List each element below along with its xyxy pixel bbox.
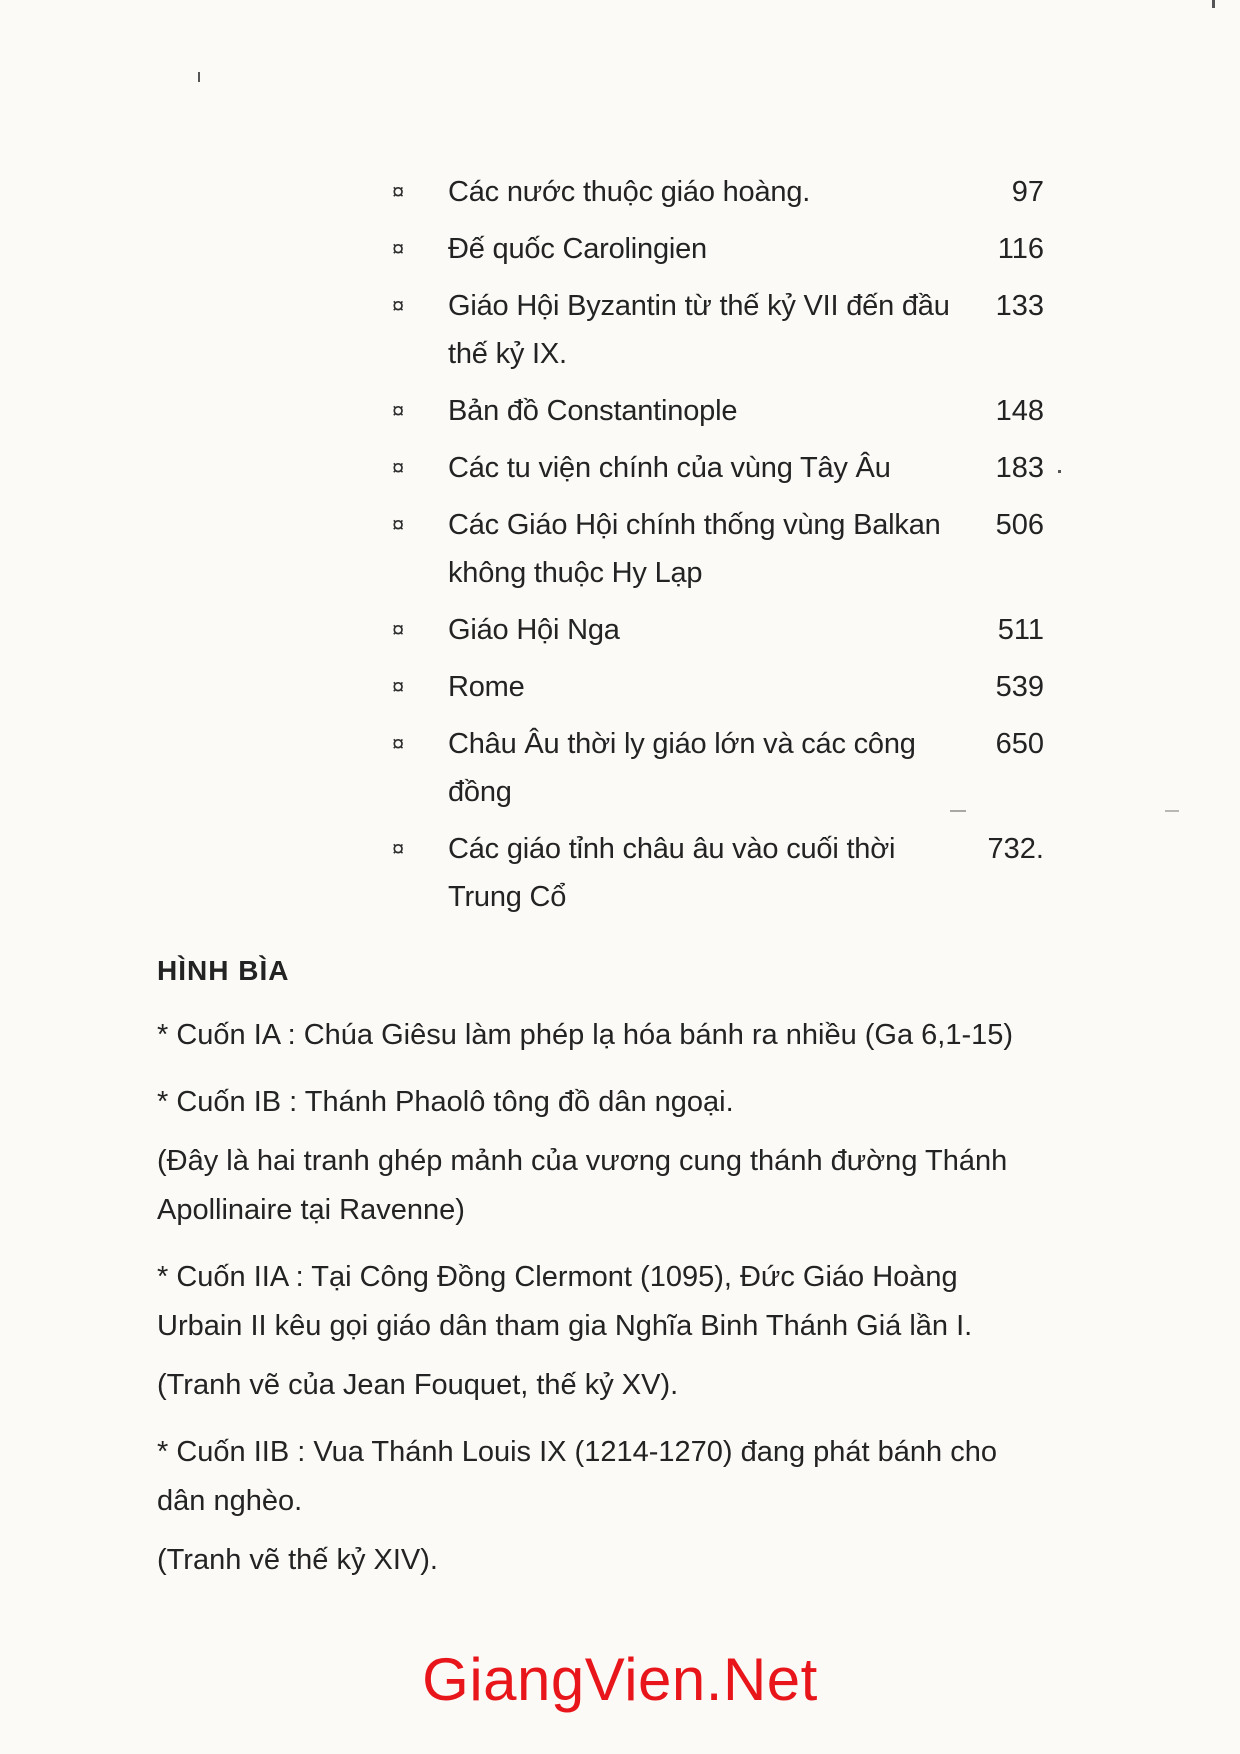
toc-item-page: 732. (987, 833, 1044, 865)
cover-note: (Tranh vẽ của Jean Fouquet, thế kỷ XV). (157, 1369, 679, 1401)
toc-item (392, 663, 1044, 711)
toc-item-page: 133 (995, 290, 1044, 322)
toc-item (392, 225, 1044, 273)
cover-note: (Đây là hai tranh ghép mảnh của vương cung thánh đường Thánh Apollinaire tại Ravenne) (157, 1145, 1008, 1226)
toc-item-title: Các tu viện chính của vùng Tây Âu (448, 452, 891, 484)
map-list (392, 168, 1044, 930)
scan-mark (198, 72, 200, 82)
bullet-icon: ¤ (392, 731, 405, 756)
cover-line: * Cuốn IB : Thánh Phaolô tông đồ dân ngoại. (157, 1086, 734, 1118)
toc-item-page: 97 (1011, 176, 1044, 208)
toc-item (392, 606, 1044, 654)
toc-item-page: 148 (995, 395, 1044, 427)
cover-line: * Cuốn IIB : Vua Thánh Louis IX (1214-1270) đang phát bánh cho dân nghèo. (157, 1436, 997, 1517)
toc-item (392, 501, 1044, 597)
toc-item (392, 720, 1044, 816)
watermark: GiangVien.Net (422, 1646, 818, 1713)
section-heading: HÌNH BÌA (157, 955, 290, 986)
toc-item-title: Rome (448, 671, 525, 703)
cover-section (157, 946, 1047, 1603)
toc-item-page: 511 (997, 614, 1044, 646)
toc-item (392, 387, 1044, 435)
bullet-icon: ¤ (392, 179, 405, 204)
scan-mark (1212, 0, 1215, 8)
bullet-icon: ¤ (392, 617, 405, 642)
toc-item-page: 183 (995, 452, 1044, 484)
toc-item-title: Các Giáo Hội chính thống vùng Balkan không thuộc Hy Lạp (448, 509, 941, 589)
scan-mark (950, 810, 966, 812)
toc-item-title: Bản đồ Constantinople (448, 395, 738, 427)
scan-mark (1165, 810, 1179, 812)
bullet-icon: ¤ (392, 236, 405, 261)
cover-note: (Tranh vẽ thế kỷ XIV). (157, 1544, 438, 1576)
toc-item (392, 282, 1044, 378)
cover-line: * Cuốn IIA : Tại Công Đồng Clermont (1095), Đức Giáo Hoàng Urbain II kêu gọi giáo dân tham gia Nghĩa Binh Thánh Giá lần I. (157, 1261, 973, 1342)
scan-mark (1058, 470, 1061, 473)
bullet-icon: ¤ (392, 455, 405, 480)
bullet-icon: ¤ (392, 398, 405, 423)
toc-item (392, 168, 1044, 216)
toc-item-title: Các nước thuộc giáo hoàng. (448, 176, 811, 208)
toc-item-page: 506 (995, 509, 1044, 541)
bullet-icon: ¤ (392, 512, 405, 537)
cover-line: * Cuốn IA : Chúa Giêsu làm phép lạ hóa bánh ra nhiều (Ga 6,1-15) (157, 1019, 1014, 1051)
toc-item (392, 444, 1044, 492)
toc-item-title: Châu Âu thời ly giáo lớn và các công đồng (448, 728, 916, 808)
toc-item-title: Giáo Hội Nga (448, 614, 620, 646)
toc-item-page: 650 (995, 728, 1044, 760)
toc-item-title: Các giáo tỉnh châu âu vào cuối thời Trung Cổ (448, 833, 896, 913)
bullet-icon: ¤ (392, 674, 405, 699)
toc-item-page: 539 (995, 671, 1044, 703)
toc-item (392, 825, 1044, 921)
toc-item-page: 116 (997, 233, 1044, 265)
bullet-icon: ¤ (392, 293, 405, 318)
toc-item-title: Giáo Hội Byzantin từ thế kỷ VII đến đầu thế kỷ IX. (448, 290, 950, 370)
bullet-icon: ¤ (392, 836, 405, 861)
toc-item-title: Đế quốc Carolingien (448, 233, 707, 265)
